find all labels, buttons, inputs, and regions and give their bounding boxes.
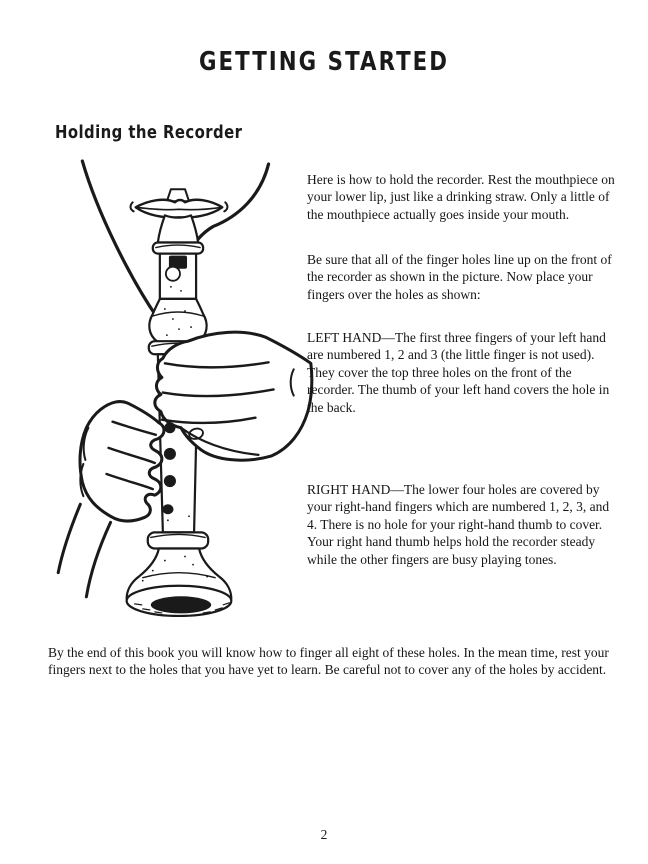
paragraph-finger-holes-alignment: Be sure that all of the finger holes line up on the front of the recorder as shown in the picture. Now place your fingers over the holes as shown: [307, 251, 612, 302]
section-heading: Holding the Recorder [55, 122, 243, 143]
recorder-illustration-svg [52, 158, 314, 626]
paragraph-intro: Here is how to hold the recorder. Rest the mouthpiece on your lower lip, just like a drinking straw. Only a little of the mouthpiece actually goes inside your mouth. [307, 171, 615, 222]
page-number: 2 [320, 827, 328, 842]
lips [131, 200, 228, 218]
paragraph-right-hand: RIGHT HAND—The lower four holes are covered by your right-hand fingers which are numbered 1, 2, 3, and 4. There is no hole for your right-hand thumb to cover. Your right hand thumb helps hold the recorder steady while the other fingers are busy playing tones. [307, 481, 610, 567]
paragraph-closing: By the end of this book you will know how to finger all eight of these holes. In the mean time, rest your fingers next to the holes that you have yet to learn. Be careful not to cover any of the holes by accident. [48, 644, 609, 677]
paragraph-left-hand: LEFT HAND—The first three fingers of your left hand are numbered 1, 2 and 3 (the little finger is not used). They cover the top three holes on the front of the recorder. The thumb of your left hand covers the hole in the back. [307, 329, 610, 415]
page-title: GETTING STARTED [198, 47, 450, 78]
recorder-hold-illustration [52, 158, 314, 626]
